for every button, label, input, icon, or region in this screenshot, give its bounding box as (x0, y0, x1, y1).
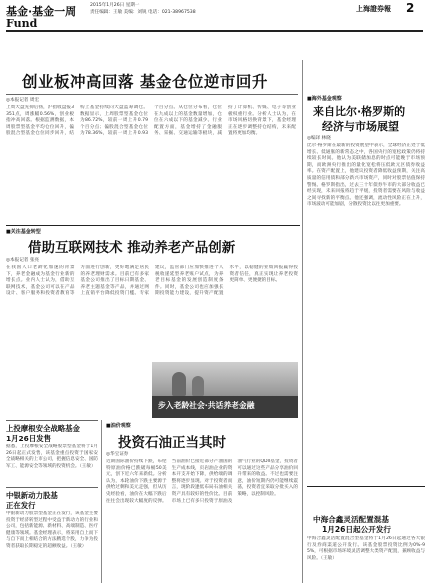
mid-article-headline: 借助互联网技术 推动养老产品创新 (28, 240, 236, 256)
masthead-rule (6, 30, 423, 32)
right-column-headline-1: 来自比尔·格罗斯的 (313, 105, 406, 118)
right-column-divider (302, 60, 303, 583)
right-column-body: 比尔·格罗斯在最新的投资展望中表示，全球经济正处于低增长、低通胀的新常态之中，各国央行的宽松政策仍将持续较长时间。他认为美联储加息的时点可能晚于市场预期，而欧洲央行推出的量化宽松将压低欧元区债券收益率。在资产配置上，他建议投资者降低收益预期，关注高质量的信用债和部分新兴市场资产，同时对股票估值保持警惕。格罗斯指出，过去三十年债券牛市的大部分收益已经实现，未来回报将趋于平缓，投资者需要在风险与收益之间寻找新的平衡点。他还强调，流动性风险正在上升，市场波动可能加剧，分散投资比以往更加重要。 (307, 143, 425, 208)
masthead-editor-line: 责任编辑：王敏 美编：刘锐 电话：021-38967538 (90, 10, 196, 15)
bottom-article-divider (101, 420, 102, 583)
bottom-article-headline: 投资石油正当其时 (118, 435, 226, 451)
brief-3-body: 中海合鑫灵活配置混合型基金将于1月26日起通过各大银行及券商渠道公开发行。该基金股票投资比例为0%-95%，可根据市场环境灵活调整大类资产配置，兼顾收益与风险。（王敏） (307, 536, 425, 561)
brief-2-headline-2: 正在发行 (6, 501, 36, 510)
mid-article-byline: ◎本报记者 张亮 (6, 258, 40, 263)
bottom-article-body: 近期国际油价持续下跌，布伦特原油价格已跌破每桶50美元，创下近六年来新低。分析认为，本轮油价下跌主要源于供给过剩和美元走强，但从历史经验看，油价在大幅下跌后往往会出现较大幅度的反弹。当前油价已接近部分产油国的生产成本线，页岩油企业的资本开支开始下降，供给端的调整将逐步显现。对于投资者而言，现阶段逢低布局石油相关资产具有较好的性价比。目前市场上已有多只投资于原油及油气行业的QDII基金，投资者可以通过这些产品分享油价回升带来的收益。不过也需要注意，油价短期内仍可能继续震荡，投资者宜采取分批买入的策略，以控制风险。 (106, 459, 298, 504)
top-article-headline: 创业板冲高回落 基金仓位逆市回升 (22, 73, 268, 91)
masthead-section-title: 基金·基金一周 (6, 5, 77, 18)
pension-banner (152, 362, 298, 418)
masthead-paper-name: 上海證券報 (356, 4, 391, 13)
brief-2-headline-1: 中银新动力股基 (6, 491, 58, 500)
banner-caption: 步入老龄社会·共话养老金融 (158, 401, 255, 410)
top-article-rule (6, 94, 298, 95)
brief-3-rule (307, 486, 425, 487)
mid-article-section: ■关注基金转型 (6, 229, 41, 235)
right-column-kicker: ■海外基金观察 (307, 96, 342, 102)
top-article-body: 上周大盘先抑后扬，沪指收盘报3351点，周涨幅0.56%，创业板指冲高回落。根据监测数据，本周股票型基金平均仓位回升，偏股混合型基金仓位同步回升，结构上基金持续向大盘蓝筹调仓。数据显示，上周股票型基金仓位为86.72%，较前一周上升0.79个百分点；偏股混合型基金仓位为78.36%，较前一周上升0.93个百分点。从仓位分布看，仓位在九成以上的基金数量增加，仓位在六成以下的基金减少。行业配置方面，基金增持了金融服务、采掘、交通运输等板块，减持了计算机、传媒、电子等创业板权重行业。分析人士认为，在市场风格切换背景下，基金经理正在逐步调整持仓结构，未来配置将更加均衡。 (6, 105, 296, 137)
right-column-headline-2: 经济与市场展望 (322, 120, 399, 133)
banner-figure-shape-2 (192, 376, 204, 396)
brief-1-body: 据悉，上投摩根安全战略股票型基金将于1月26日起正式发售，该基金重点投资于国家安全战略相关的上市公司，把握信息安全、国防军工、能源安全等领域的投资机会。（王敏） (6, 444, 98, 469)
brief-1-headline-1: 上投摩根安全战略基金 (6, 424, 80, 433)
masthead-date-line: 2015年1月26日 星期一 (90, 3, 140, 8)
brief-3-headline-1: 中海合鑫灵活配置混基 (313, 515, 389, 524)
masthead-section-en: Fund (6, 17, 38, 30)
masthead-page-number: 2 (406, 1, 415, 15)
mid-article-top-rule (6, 225, 300, 226)
brief-1-headline-2: 1月26日发售 (6, 434, 51, 443)
bottom-article-byline: ◎华宝证券 (106, 452, 129, 457)
brief-3-headline-2: 1月26日起公开发行 (322, 525, 392, 534)
bottom-article-section: ■油价观察 (106, 423, 131, 429)
top-article-byline: ◎本报记者 周宏 (6, 98, 40, 103)
brief-2-body: 中银新动力股票型基金正在发行，该基金主要投资于经济转型过程中受益于新动力的行业和公司，包括新能源、新材料、高端制造、医疗健康等领域。基金经理表示，将采用自上而下与自下而上相结合的方法精选个股，力争为投资者获取长期稳定的超额收益。（王敏） (6, 511, 98, 549)
brief-1-rule (6, 420, 98, 421)
banner-figure-shape (172, 372, 186, 396)
right-column-byline: ◎编译 林晓 (307, 136, 331, 141)
brief-2-rule (6, 487, 98, 488)
mid-article-body: 在我国人口老龄化加速的背景下，养老金融成为基金行业新的增长点。业内人士认为，借助互联网技术，基金公司可以在产品设计、客户服务和投资者教育等方面进行创新，更好地满足居民的养老理财需求。目前已有多家基金公司推出了目标日期基金、养老主题基金等产品，并通过网上直销平台降低投资门槛。专家建议，监管部门应加快推进个人税收递延型养老账户试点，为养老目标基金的发展创造制度条件。同时，基金公司也应加强长期投资能力建设，提升资产配置水平，以稳健的业绩回报赢得投资者信任，真正实现让养老投资更简单、更便捷的目标。 (6, 265, 298, 297)
